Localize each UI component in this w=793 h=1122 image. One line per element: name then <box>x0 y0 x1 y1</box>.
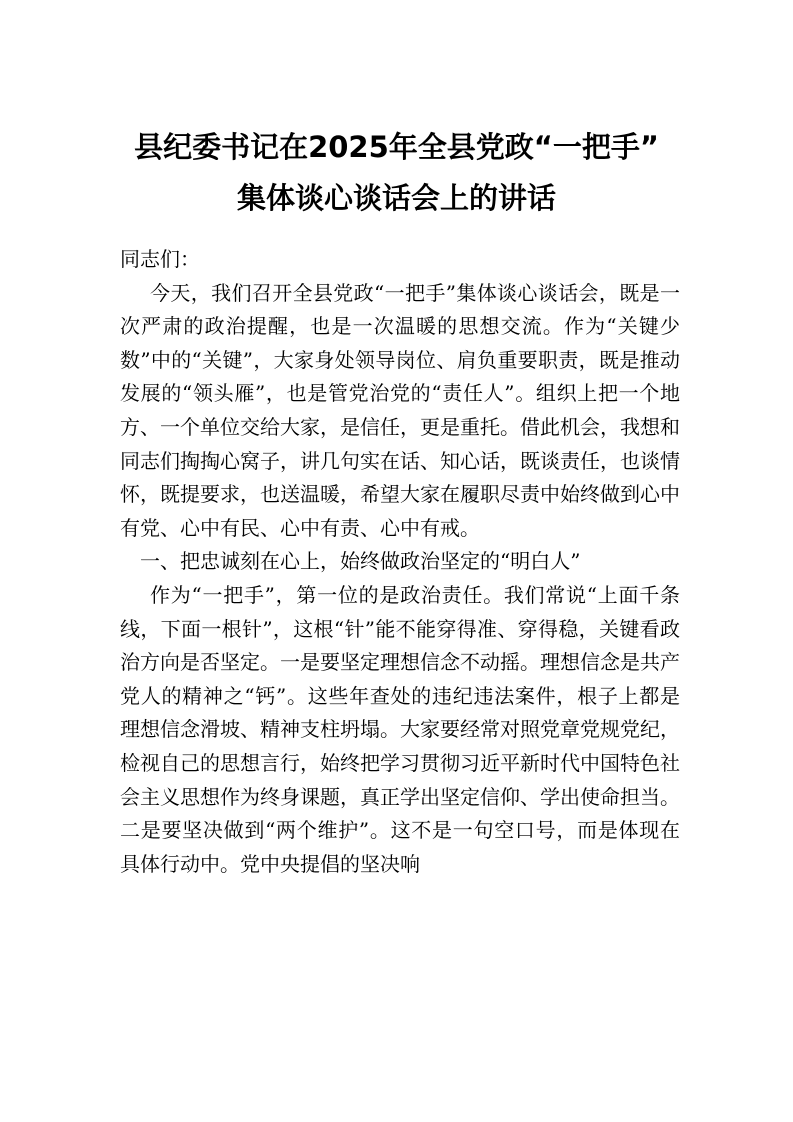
section-1-heading: 一、把忠诚刻在心上，始终做政治坚定的“明白人” <box>140 549 581 574</box>
document-body <box>120 243 680 881</box>
document-title-line-1: 县纪委书记在2025年全县党政“一把手” <box>134 130 659 164</box>
paragraph-1: 今天，我们召开全县党政“一把手”集体谈心谈话会，既是一次严肃的政治提醒，也是一次温暖的思想交流。作为“关键少数”中的“关键”，大家身处领导岗位、肩负重要职责，既是推动发展的“领头雁”，也是管党治党的“责任人”。组织上把一个地方、一个单位交给大家，是信任，更是重托。借此机会，我想和同志们掏掏心窝子，讲几句实在话、知心话，既谈责任，也谈情怀，既提要求，也送温暖，希望大家在履职尽责中始终做到心中有党、心中有民、心中有责、心中有戒。 <box>120 280 680 540</box>
document-title-line-2: 集体谈心谈话会上的讲话 <box>236 181 556 215</box>
paragraph-2: 作为“一把手”，第一位的是政治责任。我们常说“上面千条线，下面一根针”，这根“针”能不能穿得准、穿得稳，关键看政治方向是否坚定。一是要坚定理想信念不动摇。理想信念是共产党人的精神之“钙”。这些年查处的违纪违法案件，根子上都是理想信念滑坡、精神支柱坍塌。大家要经常对照党章党规党纪，检视自己的思想言行，始终把学习贯彻习近平新时代中国特色社会主义思想作为终身课题，真正学出坚定信仰、学出使命担当。二是要坚决做到“两个维护”。这不是一句空口号，而是体现在具体行动中。党中央提倡的坚决响 <box>120 582 680 876</box>
salutation: 同志们： <box>120 247 200 271</box>
